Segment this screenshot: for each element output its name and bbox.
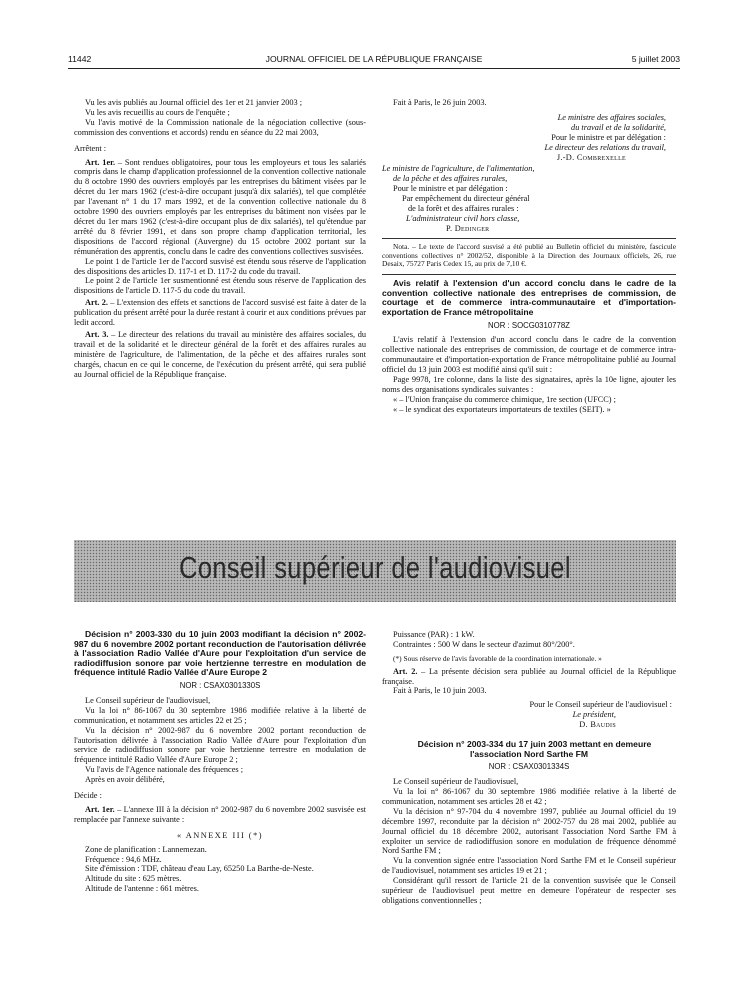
signature-line: Pour le Conseil supérieur de l'audiovisuel : [529, 700, 672, 710]
paragraph: Vu la loi n° 86-1067 du 30 septembre 1986 modifiée relative à la liberté de communication, et notamment ses articles 22 et 25 ; [74, 705, 366, 725]
paragraph: Site d'émission : TDF, château d'eau Lay, 65250 La Barthe-de-Neste. [85, 864, 314, 874]
column-right-bottom [382, 630, 676, 906]
signature-line: de la forêt et des affaires rurales : [408, 204, 519, 214]
article-text: – Sont rendues obligatoires, pour tous les employeurs et tous les salariés compris dans le champ d'application professionnel de la convention collective nationale du 8 octobre 1990 des ouvriers employés par les entreprises du bâtiment visées par le décret du 1er mars 1962 (c'est-à-dire occupant jusqu'à dix salariés), tel que complétée par l'avenant n° 1 du 17 mars 1992, et de la convention collective nationale du 8 octobre 1990 des ouvriers employés par les entreprises du bâtiment non visées par le décret du 1er mars 1962 (c'est-à-dire occupant plus de dix salariés), tel qu'étendue par arrêté du 8 février 1991, et dans son propre champ d'application territorial, les dispositions de l'accord régional (Auvergne) du 15 octobre 2002 portant sur la rémunération des apprentis, conclu dans le cadre des conventions collectives susvisées. [74, 157, 366, 256]
article-1 [74, 158, 366, 257]
paragraph: Après en avoir délibéré, [85, 775, 165, 785]
signatory-name: P. Dedinger [446, 223, 490, 233]
paragraph: L'avis relatif à l'extension d'un accord conclu dans le cadre de la convention collective nationale des entreprises de commission, de courtage et de commerce intra-communautaire et d'importation-exportation de France métropolitaine publié au Journal officiel du 13 juin 2003 est modifié ainsi qu'il suit : [382, 335, 676, 375]
arretent-heading: Arrêtent : [74, 143, 107, 153]
paragraph: Vu la loi n° 86-1067 du 30 septembre 1986 modifiée relative à la liberté de communication, notamment ses articles 28 et 42 ; [382, 787, 676, 806]
article-label: Art. 1er. [85, 804, 115, 814]
article-text: – L'extension des effets et sanctions de l'accord susvisé est faite à dater de la publication du présent arrêté pour la durée restant à courir et aux conditions prévues par ledit accord. [74, 298, 367, 328]
signature-line: de la pêche et des affaires rurales, [393, 174, 508, 184]
divider [382, 274, 676, 275]
article-3 [74, 330, 366, 380]
article-1 [74, 805, 366, 825]
paragraph: Vu les avis publiés au Journal officiel des 1er et 21 janvier 2003 ; [85, 98, 303, 107]
place-date: Fait à Paris, le 26 juin 2003. [393, 98, 487, 107]
header-rule [68, 68, 680, 69]
paragraph: « – le syndicat des exportateurs importateurs de textiles (SEIT). » [393, 404, 611, 414]
footnote: (*) Sous réserve de l'avis favorable de la coordination internationale. » [393, 653, 602, 663]
paragraph: Zone de planification : Lannemezan. [85, 844, 207, 854]
section-banner [74, 540, 676, 602]
signatory-name: D. Baudis [579, 720, 616, 730]
article-label: Art. 2. [85, 298, 108, 308]
paragraph: Contraintes : 500 W dans le secteur d'azimut 80°/200°. [393, 639, 575, 649]
article-label: Art. 3. [85, 329, 109, 339]
column-left-bottom [74, 630, 366, 894]
signature-line: Pour le ministre et par délégation : [551, 132, 666, 142]
signature-line: L'administrateur civil hors classe, [406, 213, 520, 223]
article-text: – L'annexe III à la décision n° 2002-987 du 6 novembre 2002 susvisée est remplacée par l'annexe suivante : [74, 804, 366, 824]
signature-line: Le président, [572, 710, 616, 720]
article-label: Art. 2. [393, 666, 418, 676]
paragraph: Le Conseil supérieur de l'audiovisuel, [393, 777, 519, 787]
paragraph: Vu la décision n° 2002-987 du 6 novembre 2002 portant reconduction de l'autorisation délivrée à l'association Radio Vallée d'Aure pour l'exploitation d'un service de radiodiffusion sonore par voie hertzienne terrestre en modulation de fréquence intitulé Radio Vallée d'Aure Europe 2 ; [74, 725, 366, 765]
decision-title: Décision n° 2003-334 du 17 juin 2003 mettant en demeure l'association Nord Sarthe FM [417, 739, 652, 759]
paragraph: Vu les avis recueillis au cours de l'enquête ; [85, 107, 230, 117]
paragraph: Le point 1 de l'article 1er de l'accord susvisé est étendu sous réserve de l'application des dispositions des articles D. 117-1 et D. 117-2 du code du travail. [74, 256, 366, 276]
signature-line: Par empêchement du directeur général [402, 194, 530, 204]
paragraph: « – l'Union française du commerce chimique, 1re section (UFCC) ; [393, 394, 616, 404]
signature-line: Le ministre des affaires sociales, [557, 112, 666, 122]
paragraph: Vu la convention signée entre l'association Nord Sarthe FM et le Conseil supérieur de l'audiovisuel, notamment ses articles 19 et 21 ; [382, 856, 676, 876]
signature-line: Pour le ministre et par délégation : [393, 184, 508, 194]
article-text: – La présente décision sera publiée au Journal officiel de la République française. [382, 666, 676, 686]
paragraph: Vu l'avis de l'Agence nationale des fréquences ; [85, 765, 243, 775]
paragraph: Altitude de l'antenne : 661 mètres. [85, 884, 199, 894]
paragraph: Le Conseil supérieur de l'audiovisuel, [85, 695, 211, 705]
journal-title: JOURNAL OFFICIEL DE LA RÉPUBLIQUE FRANÇAISE [265, 54, 483, 64]
page-number: 11442 [68, 54, 92, 64]
paragraph: Altitude du site : 625 mètres. [85, 874, 182, 884]
paragraph: Fréquence : 94,6 MHz. [85, 854, 162, 864]
signature-block-1 [382, 113, 676, 163]
signature-line: Le ministre de l'agriculture, de l'alimentation, [382, 164, 535, 174]
nor-reference: NOR : CSAX0301334S [488, 762, 570, 772]
issue-date: 5 juillet 2003 [631, 54, 680, 64]
paragraph: Considérant qu'il ressort de l'article 21 de la convention susvisée que le Conseil supérieur de l'audiovisuel peut mettre en demeure l'opérateur de respecter ses obligations conventionnelles ; [382, 876, 676, 906]
nor-reference: NOR : CSAX0301330S [179, 680, 261, 690]
column-right-top [382, 98, 676, 415]
column-left-top [74, 98, 366, 379]
page-header [68, 54, 680, 68]
signature-line: du travail et de la solidarité, [571, 122, 666, 132]
paragraph: Vu l'avis motivé de la Commission nationale de la négociation collective (sous-commission des conventions et accords) rendu en séance du 22 mai 2003, [74, 117, 366, 137]
paragraph: Le point 2 de l'article 1er susmentionné est étendu sous réserve de l'application des dispositions de l'article D. 117-5 du code du travail. [74, 276, 366, 296]
paragraph: Vu la décision n° 97-704 du 4 novembre 1997, publiée au Journal officiel du 19 décembre 1997, reconduite par la décision n° 2002-757 du 28 mai 2002, publiée au Journal officiel du 18 décembre 2002, autorisant l'association Nord Sarthe FM à exploiter un service de radiodiffusion sonore en modulation de fréquence dénommé Nord Sarthe FM ; [382, 806, 676, 856]
decide-heading: Décide : [74, 791, 102, 801]
avis-title: Avis relatif à l'extension d'un accord conclu dans le cadre de la convention collective nationale des entreprises de commission, de courtage et de commerce intra-communautaire et d'importation-exportation de France métropolitaine [382, 278, 676, 317]
nor-reference: NOR : SOCG0310778Z [488, 320, 570, 330]
nota: Nota. – Le texte de l'accord susvisé a été publié au Bulletin officiel du ministère, fascicule conventions collectives n° 2002/52, disponible à la Direction des Journaux officiels, 26, rue Desaix, 75727 Paris Cedex 15, au prix de 7,10 €. [382, 241, 676, 269]
annexe-heading: « ANNEXE III (*) [177, 830, 263, 840]
divider [382, 238, 676, 239]
decision-title: Décision n° 2003-330 du 10 juin 2003 modifiant la décision n° 2002-987 du 6 novembre 2002 portant reconduction de l'autorisation délivrée à l'association Radio Vallée d'Aure pour l'exploitation d'un service de radiodiffusion sonore par voie hertzienne terrestre en modulation de fréquence intitulé Radio Vallée d'Aure Europe 2 [74, 629, 366, 678]
article-text: – Le directeur des relations du travail au ministère des affaires sociales, du travail et de la solidarité et le directeur général de la forêt et des affaires rurales au ministère de l'agriculture, de l'alimentation, de la pêche et des affaires rurales sont chargés, chacun en ce qui le concerne, de l'exécution du présent arrêté, qui sera publié au Journal officiel de la République française. [74, 329, 367, 379]
signatory-name: J.-D. Combrexelle [556, 152, 626, 162]
signature-block-2 [382, 164, 676, 233]
paragraph: Puissance (PAR) : 1 kW. [393, 630, 475, 639]
paragraph: Page 9978, 1re colonne, dans la liste des signataires, après la 10e ligne, ajouter les noms des organisations syndicales suivantes : [382, 375, 676, 394]
banner-title: Conseil supérieur de l'audiovisuel [179, 550, 571, 585]
article-2 [74, 298, 366, 328]
signature-line: Le directeur des relations du travail, [544, 142, 666, 152]
article-2 [382, 667, 676, 687]
signature-block [382, 700, 676, 730]
article-label: Art. 1er. [85, 157, 116, 167]
place-date: Fait à Paris, le 10 juin 2003. [393, 686, 487, 696]
